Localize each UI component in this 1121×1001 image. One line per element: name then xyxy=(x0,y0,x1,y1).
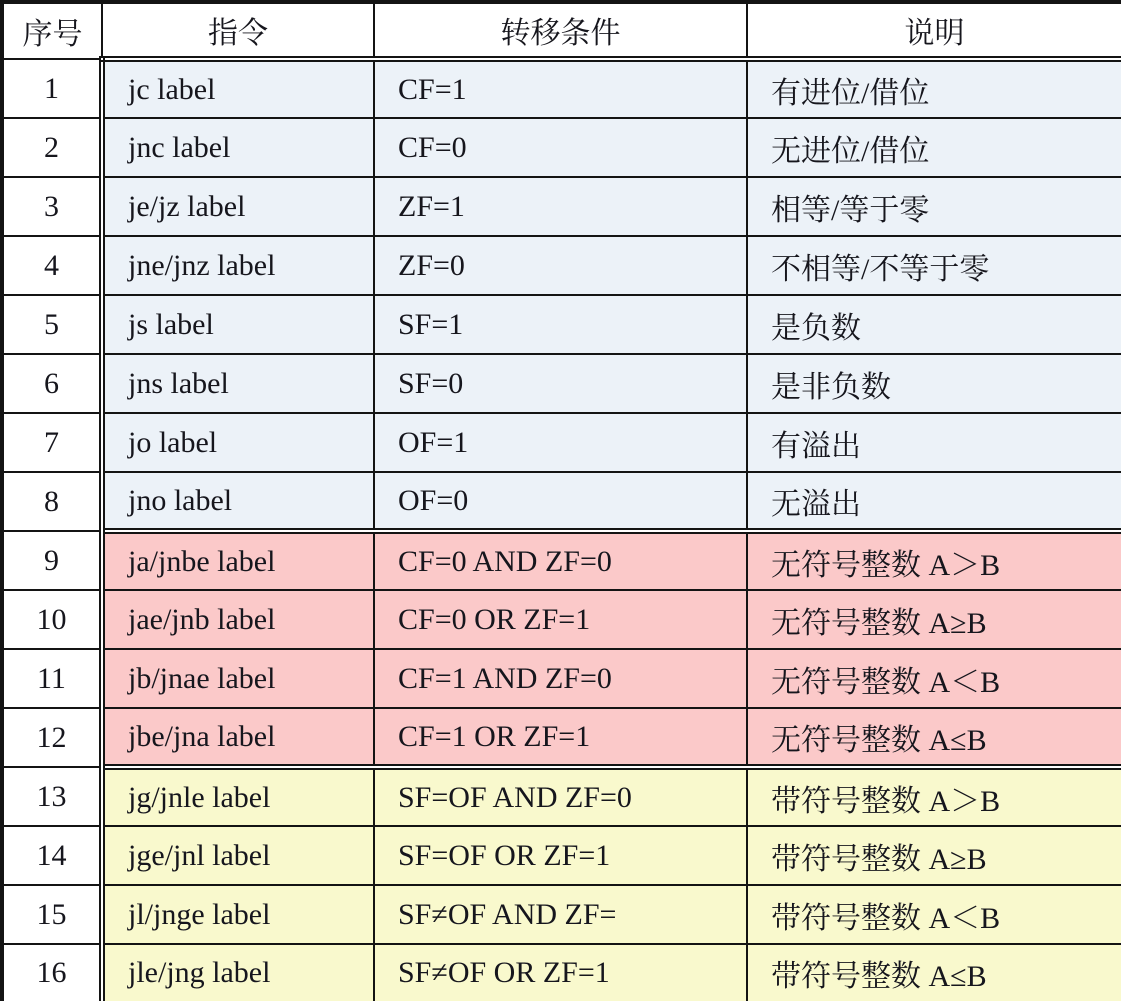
description-cell: 无溢出 xyxy=(747,472,1121,531)
description-cell: 无符号整数 A＞B xyxy=(747,531,1121,590)
condition-cell: CF=1 OR ZF=1 xyxy=(374,708,747,767)
table-row xyxy=(2,236,1121,295)
row-number-cell: 3 xyxy=(2,177,102,236)
condition-cell: SF≠OF AND ZF= xyxy=(374,885,747,944)
instruction-cell: jbe/jna label xyxy=(102,708,374,767)
table-header xyxy=(2,2,1121,59)
row-number-cell: 2 xyxy=(2,118,102,177)
description-cell: 带符号整数 A＞B xyxy=(747,767,1121,826)
table-row xyxy=(2,649,1121,708)
condition-cell: SF≠OF OR ZF=1 xyxy=(374,944,747,1001)
condition-cell: CF=1 xyxy=(374,59,747,118)
instruction-cell: jb/jnae label xyxy=(102,649,374,708)
row-number-cell: 16 xyxy=(2,944,102,1001)
column-header-instruction: 指令 xyxy=(102,2,374,59)
description-cell: 无符号整数 A＜B xyxy=(747,649,1121,708)
description-cell: 带符号整数 A≥B xyxy=(747,826,1121,885)
table-row xyxy=(2,472,1121,531)
instruction-cell: jnc label xyxy=(102,118,374,177)
condition-cell: SF=0 xyxy=(374,354,747,413)
table-row xyxy=(2,118,1121,177)
description-cell: 有溢出 xyxy=(747,413,1121,472)
condition-cell: ZF=0 xyxy=(374,236,747,295)
table-row xyxy=(2,295,1121,354)
row-number-cell: 4 xyxy=(2,236,102,295)
table-row xyxy=(2,826,1121,885)
condition-cell: OF=0 xyxy=(374,472,747,531)
row-number-cell: 5 xyxy=(2,295,102,354)
description-cell: 有进位/借位 xyxy=(747,59,1121,118)
condition-cell: SF=OF OR ZF=1 xyxy=(374,826,747,885)
row-number-cell: 9 xyxy=(2,531,102,590)
instruction-cell: jo label xyxy=(102,413,374,472)
row-number-cell: 1 xyxy=(2,59,102,118)
row-number-cell: 8 xyxy=(2,472,102,531)
condition-cell: CF=0 OR ZF=1 xyxy=(374,590,747,649)
table-row xyxy=(2,354,1121,413)
description-cell: 不相等/不等于零 xyxy=(747,236,1121,295)
header-row xyxy=(2,2,1121,59)
instruction-cell: jge/jnl label xyxy=(102,826,374,885)
description-cell: 带符号整数 A≤B xyxy=(747,944,1121,1001)
row-number-cell: 6 xyxy=(2,354,102,413)
condition-cell: CF=1 AND ZF=0 xyxy=(374,649,747,708)
instruction-cell: jns label xyxy=(102,354,374,413)
column-header-description: 说明 xyxy=(747,2,1121,59)
row-number-cell: 13 xyxy=(2,767,102,826)
description-cell: 带符号整数 A＜B xyxy=(747,885,1121,944)
instruction-cell: je/jz label xyxy=(102,177,374,236)
row-number-cell: 14 xyxy=(2,826,102,885)
condition-cell: ZF=1 xyxy=(374,177,747,236)
instruction-cell: ja/jnbe label xyxy=(102,531,374,590)
row-number-cell: 10 xyxy=(2,590,102,649)
table-body xyxy=(2,59,1121,1001)
condition-cell: SF=OF AND ZF=0 xyxy=(374,767,747,826)
table-row xyxy=(2,767,1121,826)
instruction-cell: jae/jnb label xyxy=(102,590,374,649)
instruction-cell: jl/jnge label xyxy=(102,885,374,944)
table-row xyxy=(2,885,1121,944)
row-number-cell: 12 xyxy=(2,708,102,767)
instruction-cell: jc label xyxy=(102,59,374,118)
condition-cell: OF=1 xyxy=(374,413,747,472)
table-row xyxy=(2,177,1121,236)
description-cell: 无进位/借位 xyxy=(747,118,1121,177)
instruction-cell: jne/jnz label xyxy=(102,236,374,295)
table-row xyxy=(2,531,1121,590)
table-row xyxy=(2,413,1121,472)
table-row xyxy=(2,944,1121,1001)
instruction-cell: jle/jng label xyxy=(102,944,374,1001)
condition-cell: CF=0 xyxy=(374,118,747,177)
description-cell: 相等/等于零 xyxy=(747,177,1121,236)
description-cell: 是非负数 xyxy=(747,354,1121,413)
condition-cell: CF=0 AND ZF=0 xyxy=(374,531,747,590)
table-row xyxy=(2,708,1121,767)
instruction-cell: jg/jnle label xyxy=(102,767,374,826)
description-cell: 无符号整数 A≤B xyxy=(747,708,1121,767)
column-header-condition: 转移条件 xyxy=(374,2,747,59)
table-row xyxy=(2,59,1121,118)
instruction-cell: js label xyxy=(102,295,374,354)
description-cell: 无符号整数 A≥B xyxy=(747,590,1121,649)
row-number-cell: 11 xyxy=(2,649,102,708)
table-row xyxy=(2,590,1121,649)
condition-cell: SF=1 xyxy=(374,295,747,354)
column-header-number: 序号 xyxy=(2,2,102,59)
instruction-cell: jno label xyxy=(102,472,374,531)
description-cell: 是负数 xyxy=(747,295,1121,354)
row-number-cell: 15 xyxy=(2,885,102,944)
row-number-cell: 7 xyxy=(2,413,102,472)
